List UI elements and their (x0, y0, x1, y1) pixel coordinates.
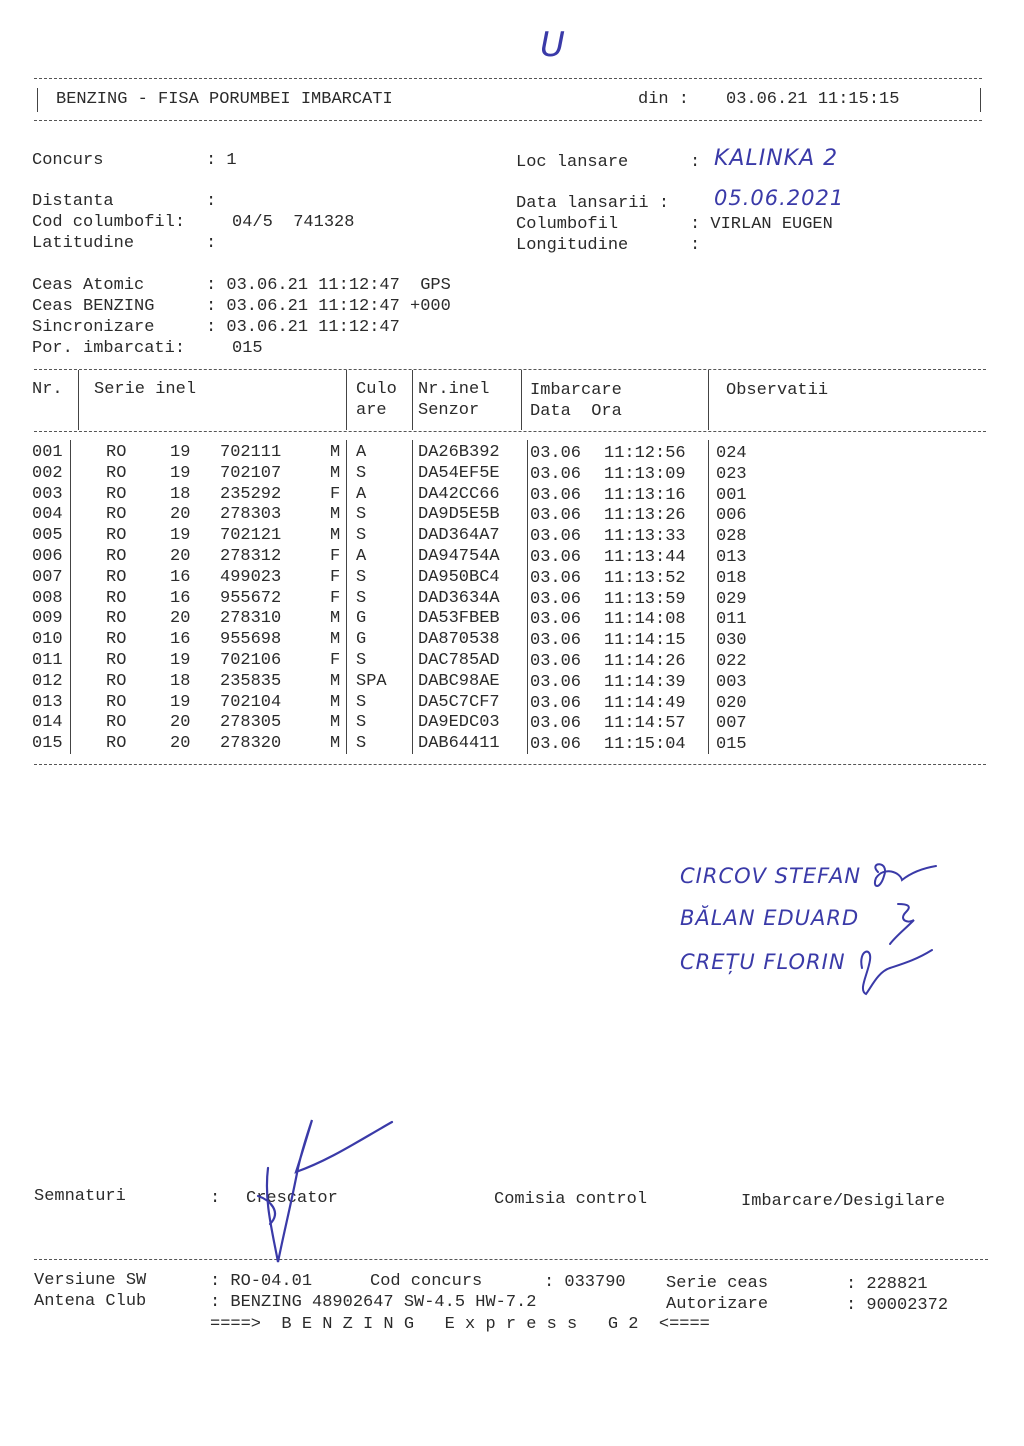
cell-sex: F (330, 484, 341, 504)
distanta-label: Distanta (32, 192, 114, 211)
col-header-culoare-2: are (356, 401, 387, 420)
cell-obs: 007 (716, 714, 747, 734)
cell-senzor: DA950BC4 (418, 567, 500, 587)
semnaturi-sep: : (210, 1189, 221, 1208)
col-header-nr-inel-2: Senzor (418, 401, 480, 420)
data-lansarii-label: Data lansarii : (516, 194, 670, 213)
cell-obs: 015 (716, 735, 747, 755)
cell-inel: 278320 (220, 734, 282, 754)
cell-data: 03.06 (530, 506, 582, 526)
col-header-culoare-1: Culo (356, 380, 397, 399)
cell-obs: 011 (716, 610, 747, 630)
cell-an: 16 (170, 567, 191, 587)
benzing-express-banner: ====> B E N Z I N G E x p r e s s G 2 <==== (210, 1315, 710, 1334)
cell-an: 18 (170, 484, 191, 504)
cell-tara: RO (106, 713, 127, 733)
cell-sex: M (330, 463, 341, 483)
cell-tara: RO (106, 505, 127, 525)
cell-data: 03.06 (530, 464, 582, 484)
cell-cul: G (356, 630, 367, 650)
cell-sex: F (330, 588, 341, 608)
cell-obs: 001 (716, 485, 747, 505)
cell-cul: S (356, 588, 367, 608)
col-header-imbarcare-1: Imbarcare (530, 381, 622, 400)
cell-data: 03.06 (530, 735, 582, 755)
cell-senzor: DA42CC66 (418, 484, 500, 504)
cell-ora: 11:14:49 (604, 693, 686, 713)
cell-obs: 022 (716, 652, 747, 671)
cell-tara: RO (106, 547, 127, 566)
versiune-sw-value: : RO-04.01 (210, 1272, 313, 1291)
cell-nr: 011 (32, 651, 63, 670)
cell-inel: 702107 (220, 463, 282, 483)
col-header-imbarcare-2: Data Ora (530, 402, 622, 421)
cell-data: 03.06 (530, 589, 582, 609)
ceas-benzing-value: : 03.06.21 11:12:47 +000 (206, 297, 451, 316)
cell-sex: F (330, 547, 341, 566)
cell-ora: 11:13:26 (604, 506, 686, 526)
cell-data: 03.06 (530, 714, 582, 734)
cell-cul: S (356, 505, 367, 525)
columbofil-label: Columbofil (516, 215, 619, 234)
serie-ceas-label: Serie ceas (666, 1274, 769, 1293)
cell-senzor: DAC785AD (418, 651, 500, 670)
cell-cul: S (356, 692, 367, 712)
cell-an: 16 (170, 630, 191, 650)
cell-an: 20 (170, 505, 191, 525)
cell-cul: S (356, 651, 367, 670)
handwritten-name-2: BĂLAN EDUARD (680, 906, 860, 930)
cell-ora: 11:13:33 (604, 527, 686, 547)
cod-concurs-label: Cod concurs (370, 1272, 483, 1291)
cell-senzor: DA9D5E5B (418, 505, 500, 525)
commission-signature-2 (890, 904, 914, 944)
cell-senzor: DAB64411 (418, 734, 500, 754)
autorizare-label: Autorizare (666, 1295, 769, 1314)
cell-an: 19 (170, 692, 191, 712)
cell-data: 03.06 (530, 631, 582, 651)
handwritten-check-mark: U (540, 25, 566, 65)
cell-ora: 11:13:44 (604, 548, 686, 567)
cell-cul: A (356, 547, 367, 566)
col-header-observatii: Observatii (726, 381, 829, 400)
handwritten-name-1: CIRCOV STEFAN (680, 864, 862, 888)
versiune-sw-label: Versiune SW (34, 1271, 147, 1290)
cell-inel: 955672 (220, 588, 282, 608)
col-header-nr: Nr. (32, 380, 63, 399)
sincronizare-value: : 03.06.21 11:12:47 (206, 318, 400, 337)
cell-sex: M (330, 609, 341, 629)
cell-data: 03.06 (530, 652, 582, 671)
cell-ora: 11:14:39 (604, 672, 686, 692)
cod-concurs-value: : 033790 (544, 1273, 626, 1292)
ceas-atomic-value: : 03.06.21 11:12:47 GPS (206, 276, 451, 295)
cell-tara: RO (106, 630, 127, 650)
cell-ora: 11:12:56 (604, 444, 686, 463)
cell-nr: 012 (32, 671, 63, 691)
cell-inel: 278305 (220, 713, 282, 733)
cell-cul: S (356, 526, 367, 546)
cell-senzor: DA9EDC03 (418, 713, 500, 733)
commission-signature-3 (861, 950, 932, 994)
cell-senzor: DA54EF5E (418, 463, 500, 483)
serie-ceas-value: : 228821 (846, 1275, 928, 1294)
cell-data: 03.06 (530, 548, 582, 567)
cell-senzor: DAD364A7 (418, 526, 500, 546)
cell-inel: 499023 (220, 567, 282, 587)
cell-sex: F (330, 651, 341, 670)
antena-club-value: : BENZING 48902647 SW-4.5 HW-7.2 (210, 1293, 537, 1312)
cod-columbofil-label: Cod columbofil: (32, 213, 186, 232)
cell-senzor: DA5C7CF7 (418, 692, 500, 712)
cell-data: 03.06 (530, 672, 582, 692)
sincronizare-label: Sincronizare (32, 318, 155, 337)
cell-obs: 024 (716, 444, 747, 463)
cell-senzor: DA94754A (418, 547, 500, 566)
cell-nr: 015 (32, 734, 63, 754)
cell-data: 03.06 (530, 485, 582, 505)
crescator-label: Crescator (246, 1189, 338, 1208)
document-title: BENZING - FISA PORUMBEI IMBARCATI (56, 90, 393, 109)
cell-inel: 955698 (220, 630, 282, 650)
cell-cul: S (356, 713, 367, 733)
cell-obs: 023 (716, 464, 747, 484)
din-label: din : (638, 90, 690, 109)
loc-lansare-sep: : (690, 153, 701, 172)
cell-senzor: DA870538 (418, 630, 500, 650)
cell-inel: 278310 (220, 609, 282, 629)
cell-tara: RO (106, 692, 127, 712)
cell-data: 03.06 (530, 444, 582, 463)
din-timestamp: 03.06.21 11:15:15 (726, 90, 900, 109)
cell-data: 03.06 (530, 693, 582, 713)
cell-ora: 11:14:15 (604, 631, 686, 651)
cell-cul: G (356, 609, 367, 629)
cell-obs: 018 (716, 568, 747, 588)
cell-inel: 278303 (220, 505, 282, 525)
cell-nr: 009 (32, 609, 63, 629)
data-lansarii-value: 05.06.2021 (714, 186, 845, 210)
cell-ora: 11:13:16 (604, 485, 686, 505)
commission-signature-1 (875, 864, 936, 886)
cell-inel: 702104 (220, 692, 282, 712)
por-imbarcati-label: Por. imbarcati: (32, 339, 186, 358)
cell-tara: RO (106, 671, 127, 691)
cell-obs: 013 (716, 548, 747, 567)
cell-ora: 11:13:59 (604, 589, 686, 609)
cell-senzor: DAD3634A (418, 588, 500, 608)
latitudine-value: : (206, 234, 217, 253)
latitudine-label: Latitudine (32, 234, 135, 253)
antena-club-label: Antena Club (34, 1292, 147, 1311)
cell-sex: M (330, 671, 341, 691)
cell-senzor: DA53FBEB (418, 609, 500, 629)
cell-tara: RO (106, 588, 127, 608)
cell-cul: A (356, 443, 367, 462)
crescator-signature (258, 1120, 392, 1262)
columbofil-value: : VIRLAN EUGEN (690, 215, 833, 234)
cell-sex: M (330, 505, 341, 525)
cell-inel: 702106 (220, 651, 282, 670)
cod-columbofil-value: 04/5 741328 (232, 213, 355, 232)
cell-an: 19 (170, 463, 191, 483)
cell-an: 19 (170, 443, 191, 462)
col-header-nr-inel-1: Nr.inel (418, 380, 490, 399)
cell-an: 20 (170, 713, 191, 733)
cell-an: 19 (170, 651, 191, 670)
cell-sex: M (330, 692, 341, 712)
cell-an: 20 (170, 547, 191, 566)
cell-tara: RO (106, 734, 127, 754)
cell-nr: 004 (32, 505, 63, 525)
cell-an: 19 (170, 526, 191, 546)
cell-nr: 007 (32, 567, 63, 587)
cell-senzor: DA26B392 (418, 443, 500, 462)
loc-lansare-label: Loc lansare (516, 153, 629, 172)
cell-tara: RO (106, 463, 127, 483)
cell-tara: RO (106, 609, 127, 629)
cell-tara: RO (106, 443, 127, 462)
cell-an: 18 (170, 671, 191, 691)
cell-obs: 006 (716, 506, 747, 526)
por-imbarcati-value: 015 (232, 339, 263, 358)
cell-obs: 020 (716, 693, 747, 713)
cell-an: 20 (170, 609, 191, 629)
longitudine-label: Longitudine (516, 236, 629, 255)
cell-cul: S (356, 463, 367, 483)
distanta-value: : (206, 192, 217, 211)
cell-senzor: DABC98AE (418, 671, 500, 691)
cell-inel: 235835 (220, 671, 282, 691)
semnaturi-label: Semnaturi (34, 1187, 126, 1206)
cell-obs: 030 (716, 631, 747, 651)
cell-nr: 006 (32, 547, 63, 566)
cell-ora: 11:14:57 (604, 714, 686, 734)
cell-ora: 11:14:08 (604, 610, 686, 630)
comisia-control-label: Comisia control (494, 1190, 648, 1209)
loc-lansare-value: KALINKA 2 (714, 146, 839, 171)
cell-sex: M (330, 734, 341, 754)
cell-nr: 002 (32, 463, 63, 483)
cell-data: 03.06 (530, 568, 582, 588)
cell-obs: 003 (716, 672, 747, 692)
cell-sex: M (330, 526, 341, 546)
cell-tara: RO (106, 651, 127, 670)
cell-ora: 11:14:26 (604, 652, 686, 671)
cell-nr: 014 (32, 713, 63, 733)
cell-inel: 702111 (220, 443, 282, 462)
ceas-benzing-label: Ceas BENZING (32, 297, 155, 316)
concurs-value: : 1 (206, 151, 237, 170)
cell-nr: 003 (32, 484, 63, 504)
autorizare-value: : 90002372 (846, 1296, 949, 1315)
cell-ora: 11:13:52 (604, 568, 686, 588)
cell-tara: RO (106, 484, 127, 504)
cell-inel: 278312 (220, 547, 282, 566)
ceas-atomic-label: Ceas Atomic (32, 276, 145, 295)
cell-tara: RO (106, 567, 127, 587)
cell-nr: 005 (32, 526, 63, 546)
cell-obs: 029 (716, 589, 747, 609)
cell-ora: 11:15:04 (604, 735, 686, 755)
cell-data: 03.06 (530, 610, 582, 630)
concurs-label: Concurs (32, 151, 104, 170)
cell-sex: F (330, 567, 341, 587)
cell-nr: 001 (32, 443, 63, 462)
handwritten-name-3: CREȚU FLORIN (680, 950, 846, 974)
cell-sex: M (330, 630, 341, 650)
cell-ora: 11:13:09 (604, 464, 686, 484)
cell-sex: M (330, 713, 341, 733)
cell-sex: M (330, 443, 341, 462)
cell-inel: 235292 (220, 484, 282, 504)
cell-nr: 008 (32, 588, 63, 608)
cell-an: 16 (170, 588, 191, 608)
cell-tara: RO (106, 526, 127, 546)
cell-cul: S (356, 567, 367, 587)
cell-nr: 010 (32, 630, 63, 650)
cell-inel: 702121 (220, 526, 282, 546)
cell-cul: SPA (356, 671, 387, 691)
cell-cul: A (356, 484, 367, 504)
cell-nr: 013 (32, 692, 63, 712)
cell-an: 20 (170, 734, 191, 754)
longitudine-value: : (690, 236, 701, 255)
imbarcare-desigilare-label: Imbarcare/Desigilare (741, 1192, 946, 1211)
cell-data: 03.06 (530, 527, 582, 547)
col-header-serie-inel: Serie inel (94, 380, 197, 399)
cell-obs: 028 (716, 527, 747, 547)
cell-cul: S (356, 734, 367, 754)
